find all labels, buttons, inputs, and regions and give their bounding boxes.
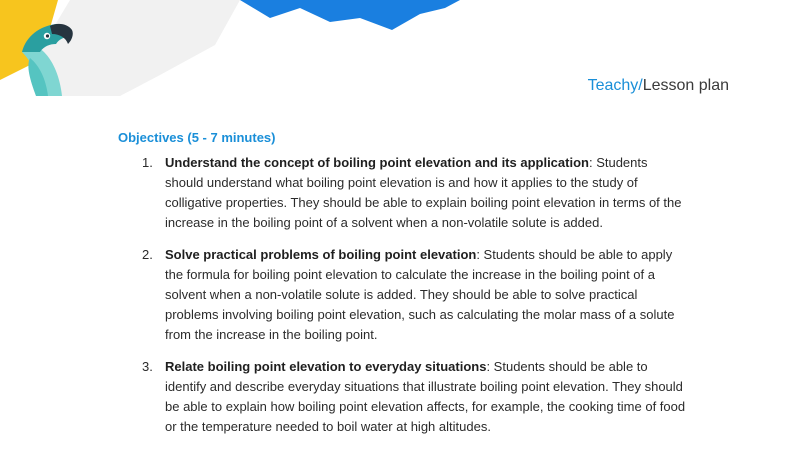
blue-shape <box>240 0 460 30</box>
gray-shape <box>40 0 240 96</box>
list-item <box>118 245 688 345</box>
document-type: Lesson plan <box>642 77 729 94</box>
item-text: : Students should be able to apply the formula for boiling point elevation to calculate the increase in the boiling point of a solvent when a non-volatile solute is added. They should be able to solve practical problems involving boiling point elevation, such as calculating the molar mass of a solute from the increase in the boiling point. <box>165 247 675 342</box>
item-number: 1. <box>142 155 153 170</box>
brand-name: Teachy/ <box>587 77 643 94</box>
item-number: 3. <box>142 359 153 374</box>
section-title: Objectives (5 - 7 minutes) <box>118 130 276 145</box>
item-number: 2. <box>142 247 153 262</box>
item-text: : Students should understand what boiling point elevation is and how it applies to the study of colligative properties. They should be able to explain boiling point elevation in terms of the increase in the boiling point of a solvent when a non-volatile solute is added. <box>165 155 682 230</box>
objectives-list <box>118 153 688 449</box>
list-item <box>118 357 688 437</box>
item-text: : Students should be able to identify and describe everyday situations that illustrate boiling point elevation. They should be able to explain how boiling point elevation affects, for example, the cooking time of food or the temperature needed to boil water at high altitudes. <box>165 359 686 434</box>
item-lead: Relate boiling point elevation to everyday situations <box>165 359 487 374</box>
item-lead: Understand the concept of boiling point elevation and its application <box>165 155 589 170</box>
brand-breadcrumb <box>588 76 729 96</box>
list-item <box>118 153 688 233</box>
item-lead: Solve practical problems of boiling point elevation <box>165 247 477 262</box>
